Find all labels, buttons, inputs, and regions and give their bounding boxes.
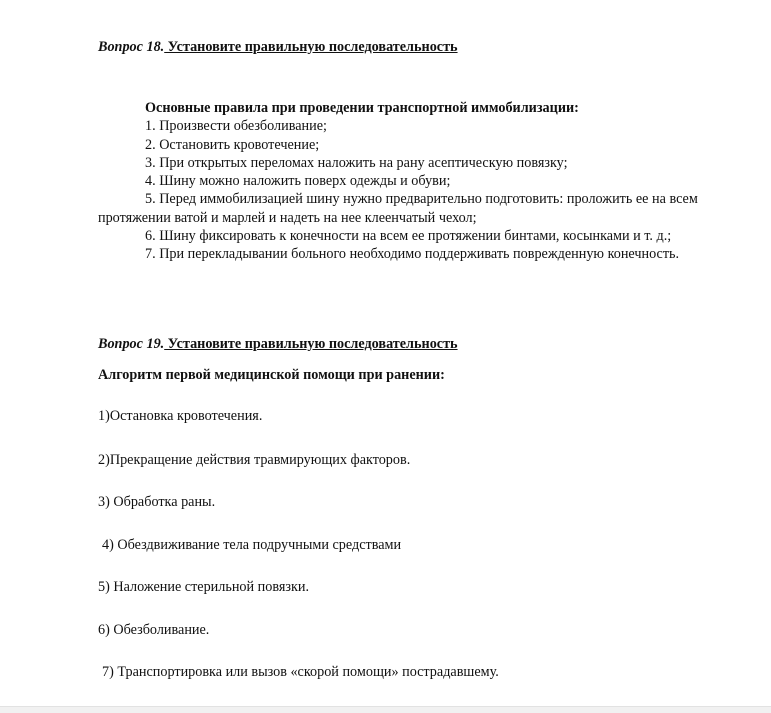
algorithm-step-1: 1)Остановка кровотечения.: [98, 408, 263, 424]
rule-item-3: 3. При открытых переломах наложить на рану асептическую повязку;: [145, 154, 568, 171]
rule-item-5: 5. Перед иммобилизацией шину нужно предварительно подготовить: проложить ее на всем протяжении ватой и марлей и надеть на нее клеенчатый чехол;: [98, 191, 698, 226]
rule-item-7: 7. При перекладывании больного необходимо поддерживать поврежденную конечность.: [145, 246, 680, 263]
algorithm-step-2: 2)Прекращение действия травмирующих факторов.: [98, 452, 411, 468]
question-18-heading: [98, 38, 458, 56]
algorithm-step-3: 3) Обработка раны.: [98, 494, 216, 510]
rule-item-1: 1. Произвести обезболивание;: [145, 118, 327, 135]
question-19-number: Вопрос 19.: [98, 336, 165, 352]
algorithm-step-6: 6) Обезболивание.: [98, 622, 210, 638]
algorithm-step-4: 4) Обездвиживание тела подручными средствами: [102, 537, 402, 553]
question-18-number: Вопрос 18.: [98, 39, 165, 55]
question-19-text: Установите правильную последовательность: [164, 336, 458, 352]
question-18-text: Установите правильную последовательность: [164, 39, 458, 55]
rule-item-4: 4. Шину можно наложить поверх одежды и обуви;: [145, 173, 451, 190]
rule-item-2: 2. Остановить кровотечение;: [145, 136, 320, 153]
page-bottom-edge: [0, 706, 771, 713]
rule-item-6: 6. Шину фиксировать к конечности на всем ее протяжении бинтами, косынками и т. д.;: [145, 228, 672, 245]
immobilization-rules-title: Основные правила при проведении транспортной иммобилизации:: [145, 100, 579, 116]
question-19-heading: [98, 335, 458, 353]
first-aid-algorithm-title: Алгоритм первой медицинской помощи при ранении:: [98, 367, 445, 383]
algorithm-step-7: 7) Транспортировка или вызов «скорой помощи» пострадавшему.: [102, 664, 499, 680]
algorithm-step-5: 5) Наложение стерильной повязки.: [98, 579, 310, 595]
immobilization-rules-block: [98, 99, 720, 264]
